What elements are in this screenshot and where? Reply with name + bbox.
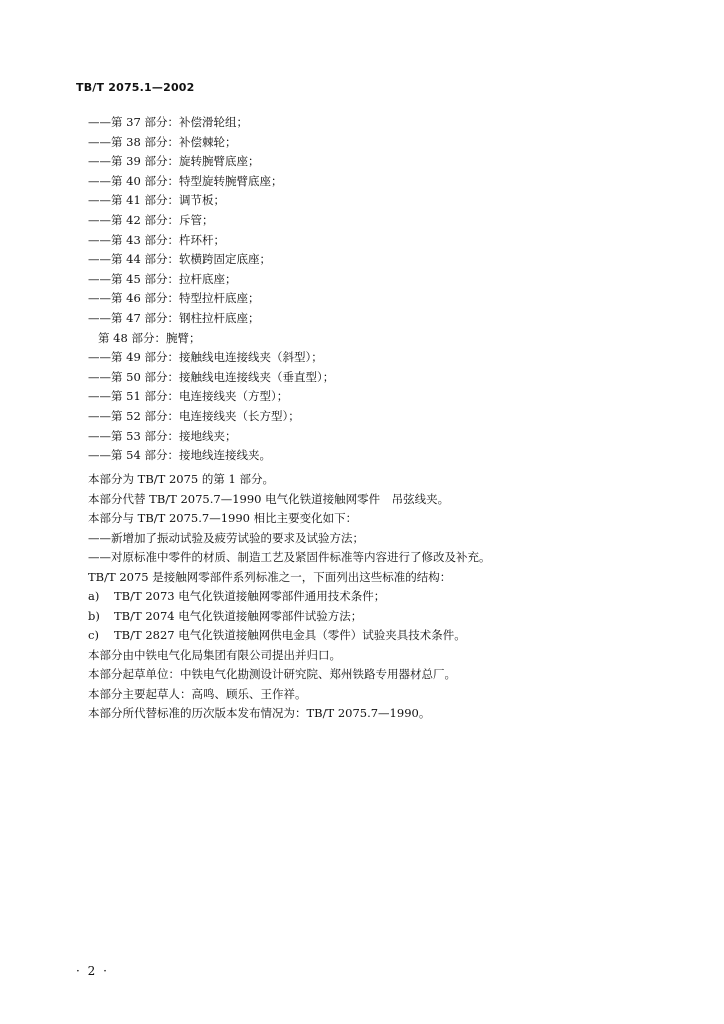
list-item: ——第 43 部分：杵环杆； [88,232,225,247]
document-header: TB/T 2075.1—2002 [76,81,195,94]
paragraph: 本部分代替 TB/T 2075.7—1990 电气化铁道接触网零件 吊弦线夹。 [88,491,450,506]
enum-text: TB/T 2073 电气化铁道接触网零部件通用技术条件； [114,589,386,603]
paragraph: 本部分所代替标准的历次版本发布情况为：TB/T 2075.7—1990。 [88,706,431,720]
list-item: ——第 46 部分：特型拉杆底座； [88,291,260,306]
list-item: ——第 38 部分：补偿棘轮； [88,134,237,149]
list-item: ——第 49 部分：接触线电连接线夹（斜型）； [88,350,323,365]
enum-text: TB/T 2827 电气化铁道接触网供电金具（零件）试验夹具技术条件。 [114,628,466,642]
enum-item-b [88,607,491,627]
paragraph: ——新增加了振动试验及疲劳试验的要求及试验方法； [88,530,364,545]
paragraph: 本部分主要起草人：高鸣、顾乐、王作祥。 [88,686,307,701]
enum-marker: c) [88,628,99,642]
body-text [88,470,491,724]
paragraph: 本部分起草单位：中铁电气化勘测设计研究院、郑州铁路专用器材总厂。 [88,667,456,681]
list-item: ——第 53 部分：接地线夹； [88,428,237,443]
enum-item-a [88,587,491,607]
list-item: ——第 42 部分：斥管； [88,212,214,227]
list-item: ——第 44 部分：软横跨固定底座； [88,252,271,267]
list-item: ——第 52 部分：电连接线夹（长方型）； [88,408,300,423]
enum-text: TB/T 2074 电气化铁道接触网零部件试验方法； [114,608,363,623]
list-item: 第 48 部分：腕臂； [98,330,201,345]
list-item: ——第 41 部分：调节板； [88,193,225,208]
enum-marker: a) [88,589,100,603]
list-item: ——第 37 部分：补偿滑轮组； [88,115,248,129]
paragraph: TB/T 2075 是接触网零部件系列标准之一，下面列出这些标准的结构： [88,569,452,584]
paragraph: ——对原标准中零件的材质、制造工艺及紧固件标准等内容进行了修改及补充。 [88,550,491,564]
list-item: ——第 47 部分：钢柱拉杆底座； [88,310,260,325]
list-item: ——第 50 部分：接触线电连接线夹（垂直型）； [88,369,335,384]
paragraph: 本部分为 TB/T 2075 的第 1 部分。 [88,472,275,486]
list-item: ——第 54 部分：接地线连接线夹。 [88,448,271,463]
paragraph: 本部分由中铁电气化局集团有限公司提出并归口。 [88,647,341,662]
paragraph: 本部分与 TB/T 2075.7—1990 相比主要变化如下： [88,511,358,525]
enum-marker: b) [88,608,100,623]
parts-list [88,113,334,466]
list-item: ——第 40 部分：特型旋转腕臂底座； [88,173,283,188]
page-number: · 2 · [76,964,109,978]
list-item: ——第 39 部分：旋转腕臂底座； [88,154,260,169]
list-item: ——第 51 部分：电连接线夹（方型）； [88,389,289,404]
list-item: ——第 45 部分：拉杆底座； [88,271,237,286]
enum-item-c [88,626,491,646]
